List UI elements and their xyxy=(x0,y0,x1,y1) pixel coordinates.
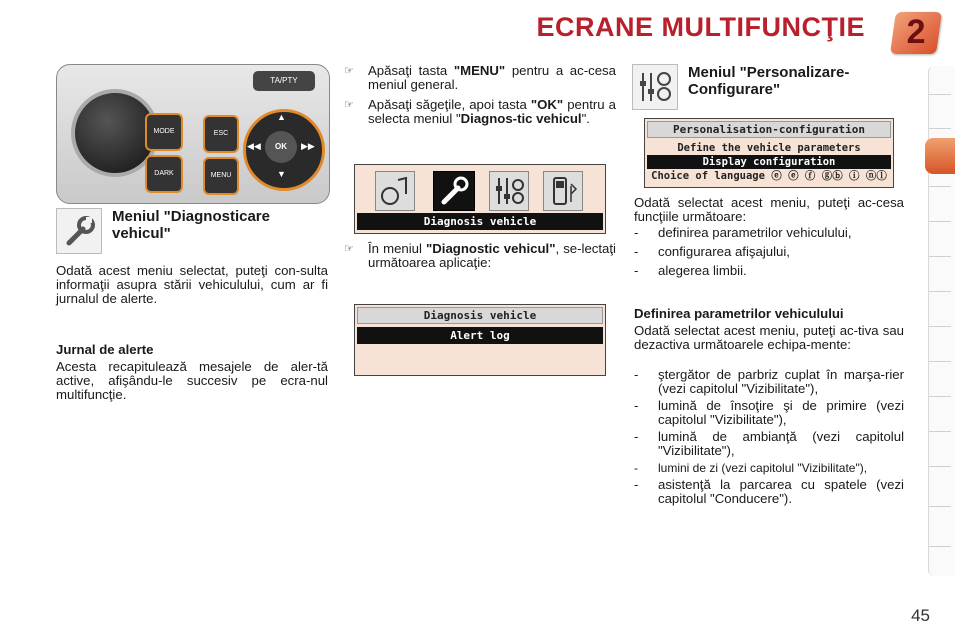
tab-divider xyxy=(929,546,951,547)
step-3: ☞ În meniul "Diagnostic vehicul", se-lectaţi următoarea aplicaţie: xyxy=(344,241,616,270)
ok-label: OK xyxy=(275,142,287,151)
page-header xyxy=(0,0,960,56)
tab-divider xyxy=(929,506,951,507)
ta-pty-label: TA/PTY xyxy=(270,76,298,85)
alert-log-text: Acesta recapitulează mesajele de aler-tă active, afişându-le succesiv pe ecra-nul multifuncţie. xyxy=(56,359,328,402)
tab-divider xyxy=(929,291,951,292)
mode-button xyxy=(145,113,183,151)
personalisation-list xyxy=(634,226,904,278)
menu-label: MENU xyxy=(210,172,232,179)
personalisation-screen xyxy=(644,118,894,188)
ta-pty-button xyxy=(253,71,315,91)
diagnostic-menu-icon xyxy=(433,171,475,211)
list-item: - lumină de însoţire şi de primire (vezi capitolul "Vizibilitate"), xyxy=(634,399,904,427)
phone-menu-icon xyxy=(543,171,583,211)
tab-divider xyxy=(929,128,951,129)
tab-divider xyxy=(929,396,951,397)
dark-button xyxy=(145,155,183,193)
instruction-steps xyxy=(342,64,616,132)
page-title: ECRANE MULTIFUNCŢIE xyxy=(536,12,865,42)
control-panel-illustration xyxy=(56,64,330,204)
chapter-badge xyxy=(890,12,942,54)
tab-chapter-2[interactable] xyxy=(925,138,955,174)
finger-pointer-icon: ☞ xyxy=(344,243,354,255)
diagnosis-screen xyxy=(354,304,606,376)
menu-screen xyxy=(354,164,606,234)
esc-label: ESC xyxy=(213,130,229,137)
list-item: - configurarea afişajului, xyxy=(634,245,904,259)
alert-log-title: Jurnal de alerte xyxy=(56,342,154,357)
list-item: - ştergător de parbriz cuplat în marşa-rier (vezi capitolul "Vizibilitate"), xyxy=(634,368,904,396)
instruction-step-3 xyxy=(342,242,616,276)
chapter-tabs xyxy=(928,66,955,576)
tab-divider xyxy=(929,94,951,95)
screen-item-display: Display configuration xyxy=(647,155,891,169)
list-item: - alegerea limbii. xyxy=(634,264,904,278)
step-1: ☞ Apăsaţi tasta "MENU" pentru a ac-cesa meniul general. xyxy=(344,63,616,92)
ok-button xyxy=(265,131,297,163)
finger-pointer-icon: ☞ xyxy=(344,65,354,77)
personalisation-screen-title: Personalisation-configuration xyxy=(647,121,891,138)
esc-button xyxy=(203,115,239,153)
audio-menu-icon xyxy=(375,171,415,211)
tab-divider xyxy=(929,256,951,257)
screen-item-language: Choice of language ⓔ ⓔ ⓕ ⓖⓑ ⓘ ⓝⓛ xyxy=(651,170,887,182)
menu-screen-label: Diagnosis vehicle xyxy=(357,213,603,230)
arrow-left-icon: ◀◀ xyxy=(247,141,261,151)
wrench-icon xyxy=(56,208,102,254)
diagnostic-intro: Odată acest meniu selectat, puteţi con-sulta informaţii asupra stării vehiculului, cum ar fi jurnalul de alerte. xyxy=(56,263,328,306)
screen-item-parameters: Define the vehicle parameters xyxy=(677,142,861,154)
step-2: ☞ Apăsaţi săgeţile, apoi tasta "OK" pentru a selecta meniul "Diagnos-tic vehicul". xyxy=(344,97,616,126)
tab-divider xyxy=(929,186,951,187)
diagnosis-screen-title: Diagnosis vehicle xyxy=(357,307,603,324)
tab-divider xyxy=(929,466,951,467)
tab-divider xyxy=(929,361,951,362)
diagnostic-menu-title: Meniul "Diagnosticare vehicul" xyxy=(112,208,270,242)
alert-log-item: Alert log xyxy=(357,327,603,344)
arrow-up-icon: ▲ xyxy=(277,112,286,122)
page-number: 45 xyxy=(911,606,930,625)
tab-divider xyxy=(929,221,951,222)
list-item: - asistenţă la parcarea cu spatele (vezi capitolul "Conducere"). xyxy=(634,478,904,506)
list-item: - definirea parametrilor vehiculului, xyxy=(634,226,904,240)
params-intro: Odată selectat acest meniu, puteţi ac-tiva sau dezactiva următoarele echipa-mente: xyxy=(634,323,904,352)
chapter-number: 2 xyxy=(906,13,926,51)
personalisation-intro: Odată selectat acest meniu, puteţi ac-cesa funcţiile următoare: xyxy=(634,195,904,224)
settings-icon xyxy=(632,64,678,110)
list-item: - lumină de ambianţă (vezi capitolul "Vizibilitate"), xyxy=(634,430,904,458)
menu-button xyxy=(203,157,239,195)
settings-menu-icon xyxy=(489,171,529,211)
arrow-down-icon: ▼ xyxy=(277,169,286,179)
dark-label: DARK xyxy=(154,170,174,177)
finger-pointer-icon: ☞ xyxy=(344,99,354,111)
params-title: Definirea parametrilor vehiculului xyxy=(634,306,844,321)
list-item: - lumini de zi (vezi capitolul "Vizibilitate"), xyxy=(634,461,904,475)
personalisation-menu-title: Meniul "Personalizare-Configurare" xyxy=(688,64,850,98)
tab-divider xyxy=(929,326,951,327)
arrow-right-icon: ▶▶ xyxy=(301,141,315,151)
mode-label: MODE xyxy=(153,128,175,135)
tab-divider xyxy=(929,431,951,432)
params-list xyxy=(634,368,904,506)
